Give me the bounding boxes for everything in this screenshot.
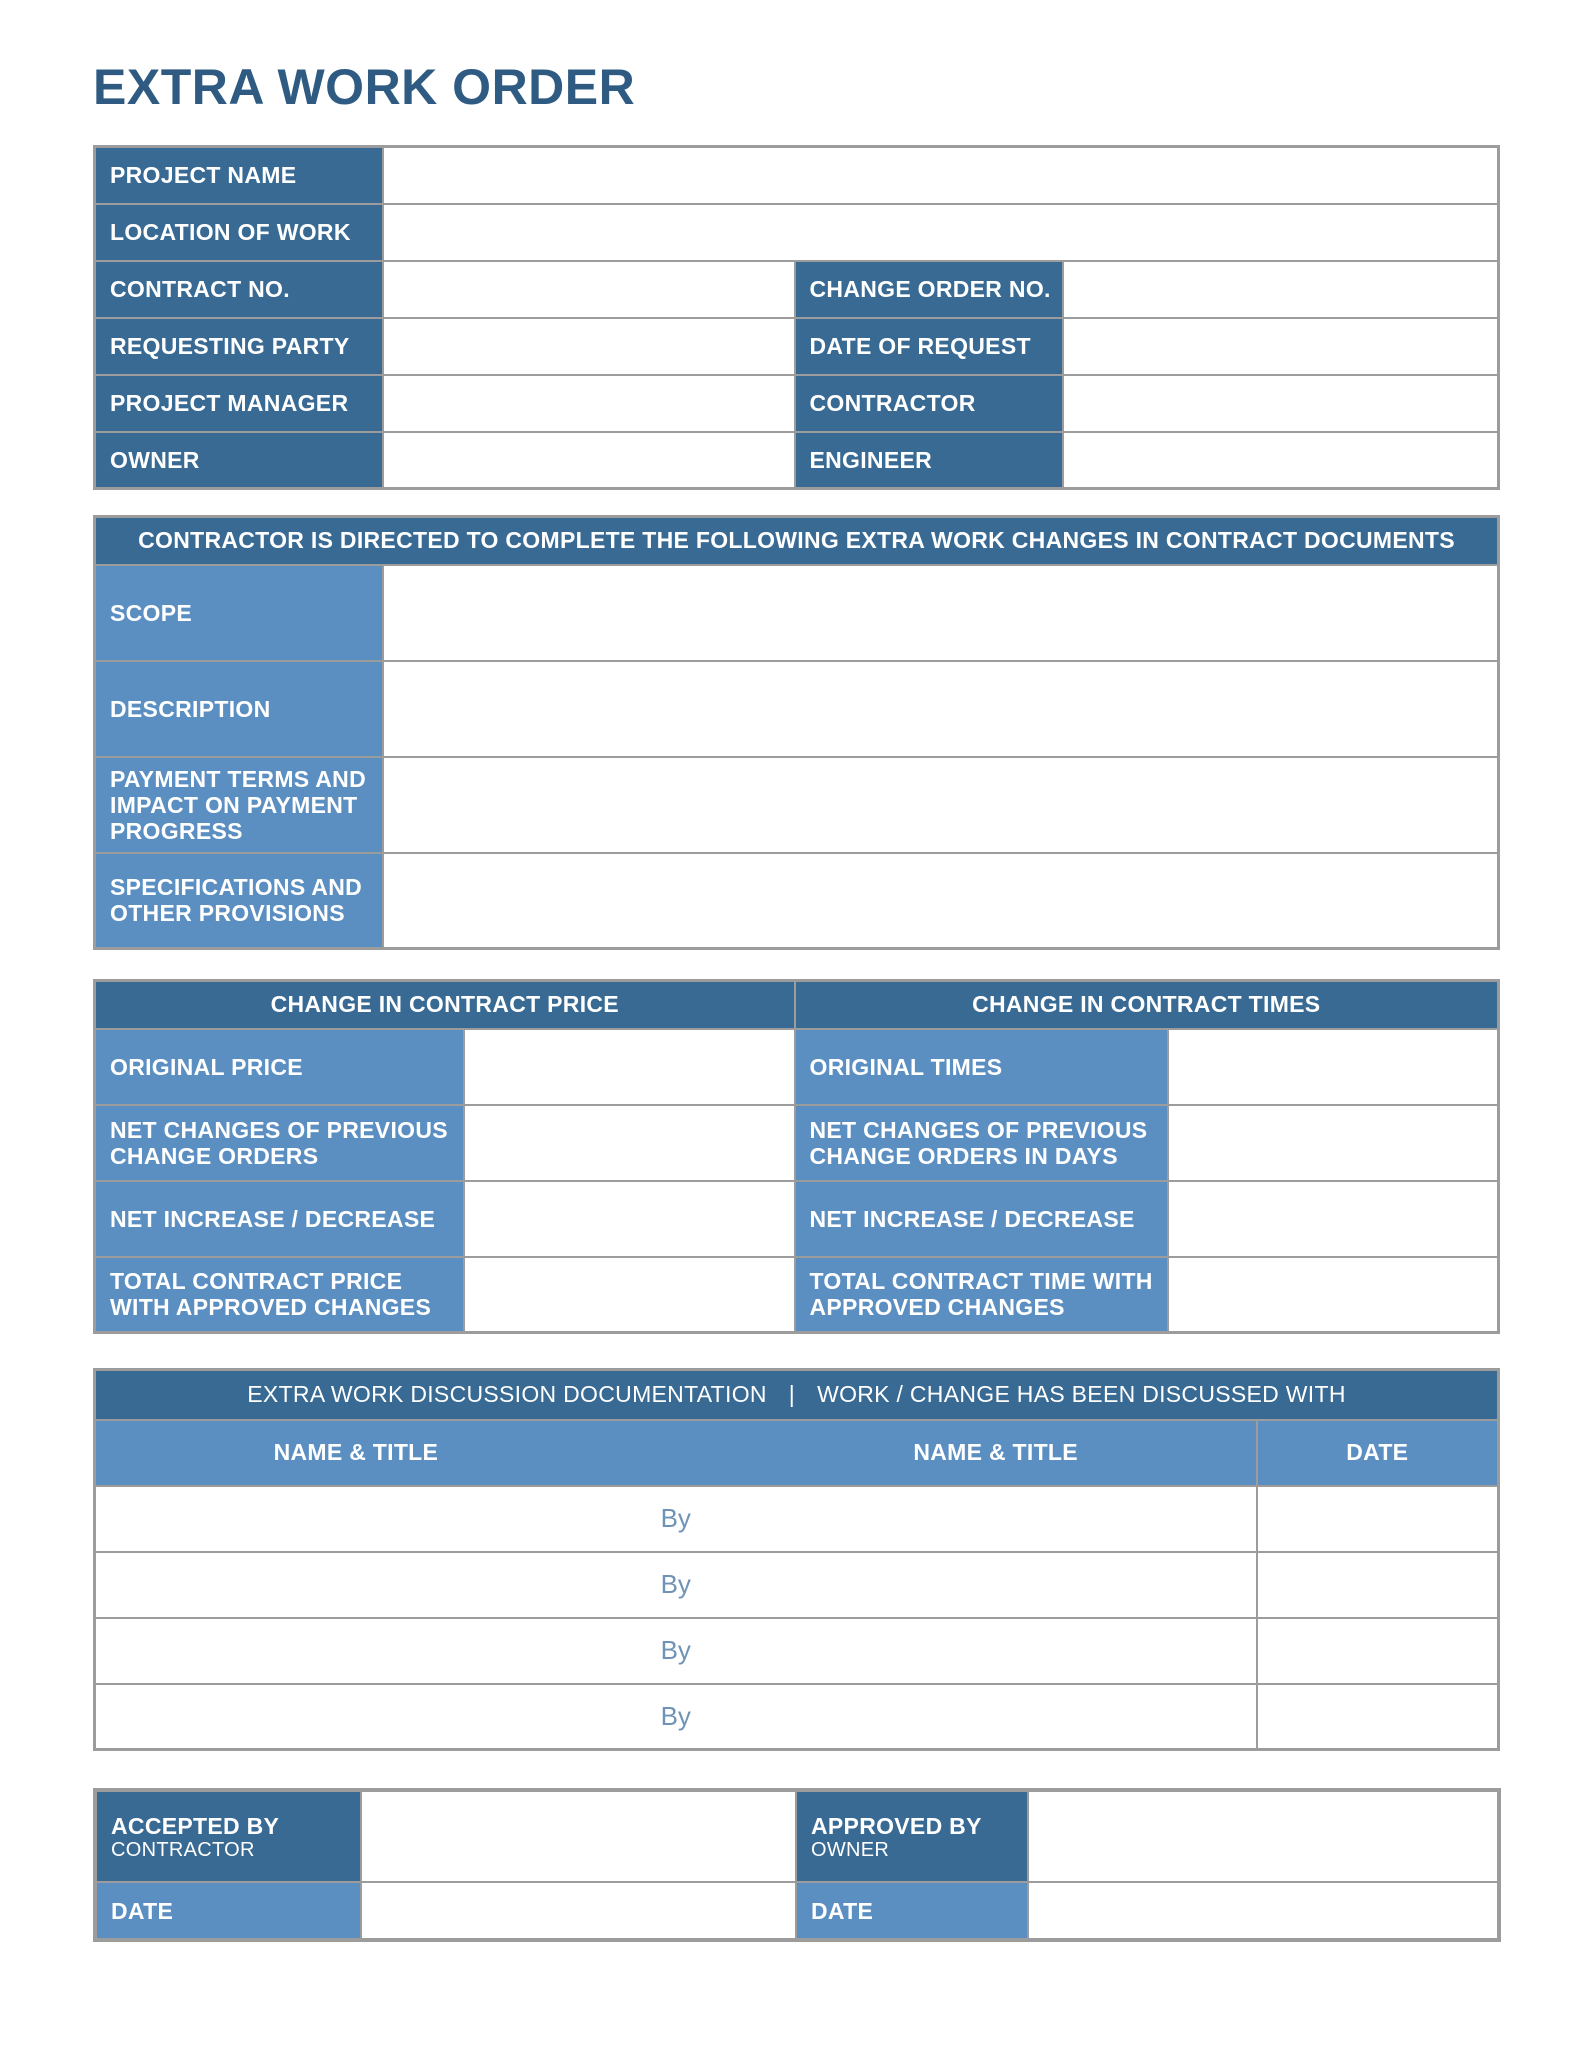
net-prev-price-label: NET CHANGES OF PREVIOUS CHANGE ORDERS	[95, 1105, 464, 1181]
owner-field[interactable]	[383, 432, 795, 489]
discussion-row-name[interactable]: By	[95, 1684, 1257, 1750]
directive-table	[93, 515, 1500, 950]
total-price-field[interactable]	[464, 1257, 795, 1333]
project-name-field[interactable]	[383, 147, 1499, 204]
change-order-no-label: CHANGE ORDER NO.	[795, 261, 1063, 318]
signature-table	[93, 1788, 1501, 1942]
discussion-row-date[interactable]	[1257, 1486, 1499, 1552]
accepted-by-label: ACCEPTED BY	[111, 1812, 280, 1839]
accepted-date-field[interactable]	[361, 1882, 796, 1940]
approved-date-field[interactable]	[1028, 1882, 1499, 1940]
accepted-by-label-cell	[95, 1790, 361, 1882]
specifications-field[interactable]	[383, 853, 1499, 949]
net-inc-price-field[interactable]	[464, 1181, 795, 1257]
approved-by-signature-field[interactable]	[1028, 1790, 1499, 1882]
discussion-header	[95, 1370, 1499, 1420]
accepted-date-label: DATE	[95, 1882, 361, 1940]
payment-terms-label: PAYMENT TERMS AND IMPACT ON PAYMENT PROGRESS	[95, 757, 383, 853]
times-change-header: CHANGE IN CONTRACT TIMES	[795, 981, 1499, 1029]
name-title-col-1: NAME & TITLE	[273, 1439, 439, 1465]
location-of-work-label: LOCATION OF WORK	[95, 204, 383, 261]
approved-by-label-cell	[796, 1790, 1028, 1882]
project-info-table	[93, 145, 1500, 490]
discussion-row-name[interactable]: By	[95, 1618, 1257, 1684]
contract-changes-table	[93, 979, 1500, 1334]
net-inc-times-label: NET INCREASE / DECREASE	[795, 1181, 1168, 1257]
discussion-header-separator: |	[788, 1381, 796, 1408]
scope-label: SCOPE	[95, 565, 383, 661]
original-times-label: ORIGINAL TIMES	[795, 1029, 1168, 1105]
requesting-party-field[interactable]	[383, 318, 795, 375]
date-of-request-label: DATE OF REQUEST	[795, 318, 1063, 375]
discussion-row-name[interactable]: By	[95, 1486, 1257, 1552]
approved-date-label: DATE	[796, 1882, 1028, 1940]
net-inc-times-field[interactable]	[1168, 1181, 1499, 1257]
discussion-row-name[interactable]: By	[95, 1552, 1257, 1618]
net-prev-times-field[interactable]	[1168, 1105, 1499, 1181]
description-label: DESCRIPTION	[95, 661, 383, 757]
scope-field[interactable]	[383, 565, 1499, 661]
original-price-label: ORIGINAL PRICE	[95, 1029, 464, 1105]
change-order-no-field[interactable]	[1063, 261, 1499, 318]
net-inc-price-label: NET INCREASE / DECREASE	[95, 1181, 464, 1257]
location-of-work-field[interactable]	[383, 204, 1499, 261]
price-change-header: CHANGE IN CONTRACT PRICE	[95, 981, 795, 1029]
net-prev-price-field[interactable]	[464, 1105, 795, 1181]
name-title-col-2: NAME & TITLE	[913, 1439, 1078, 1465]
contractor-field[interactable]	[1063, 375, 1499, 432]
total-times-label: TOTAL CONTRACT TIME WITH APPROVED CHANGES	[795, 1257, 1168, 1333]
project-manager-label: PROJECT MANAGER	[95, 375, 383, 432]
owner-label: OWNER	[95, 432, 383, 489]
engineer-label: ENGINEER	[795, 432, 1063, 489]
description-field[interactable]	[383, 661, 1499, 757]
approved-by-label: APPROVED BY	[811, 1812, 982, 1839]
directive-header: CONTRACTOR IS DIRECTED TO COMPLETE THE FOLLOWING EXTRA WORK CHANGES IN CONTRACT DOCUMENTS	[95, 517, 1499, 565]
payment-terms-field[interactable]	[383, 757, 1499, 853]
original-times-field[interactable]	[1168, 1029, 1499, 1105]
accepted-by-role: CONTRACTOR	[111, 1838, 255, 1861]
accepted-by-signature-field[interactable]	[361, 1790, 796, 1882]
engineer-field[interactable]	[1063, 432, 1499, 489]
contractor-label: CONTRACTOR	[795, 375, 1063, 432]
date-col-header: DATE	[1257, 1420, 1499, 1486]
discussion-table	[93, 1368, 1500, 1751]
net-prev-times-label: NET CHANGES OF PREVIOUS CHANGE ORDERS IN DAYS	[795, 1105, 1168, 1181]
specifications-label: SPECIFICATIONS AND OTHER PROVISIONS	[95, 853, 383, 949]
original-price-field[interactable]	[464, 1029, 795, 1105]
requesting-party-label: REQUESTING PARTY	[95, 318, 383, 375]
contract-no-label: CONTRACT NO.	[95, 261, 383, 318]
discussion-row-date[interactable]	[1257, 1684, 1499, 1750]
contract-no-field[interactable]	[383, 261, 795, 318]
project-name-label: PROJECT NAME	[95, 147, 383, 204]
discussion-row-date[interactable]	[1257, 1618, 1499, 1684]
date-of-request-field[interactable]	[1063, 318, 1499, 375]
total-price-label: TOTAL CONTRACT PRICE WITH APPROVED CHANGES	[95, 1257, 464, 1333]
approved-by-role: OWNER	[811, 1838, 890, 1861]
total-times-field[interactable]	[1168, 1257, 1499, 1333]
discussion-header-right: WORK / CHANGE HAS BEEN DISCUSSED WITH	[817, 1381, 1346, 1408]
page-title: EXTRA WORK ORDER	[93, 59, 636, 115]
discussion-header-left: EXTRA WORK DISCUSSION DOCUMENTATION	[247, 1381, 767, 1408]
discussion-row-date[interactable]	[1257, 1552, 1499, 1618]
name-title-header-cell	[95, 1420, 1257, 1486]
project-manager-field[interactable]	[383, 375, 795, 432]
